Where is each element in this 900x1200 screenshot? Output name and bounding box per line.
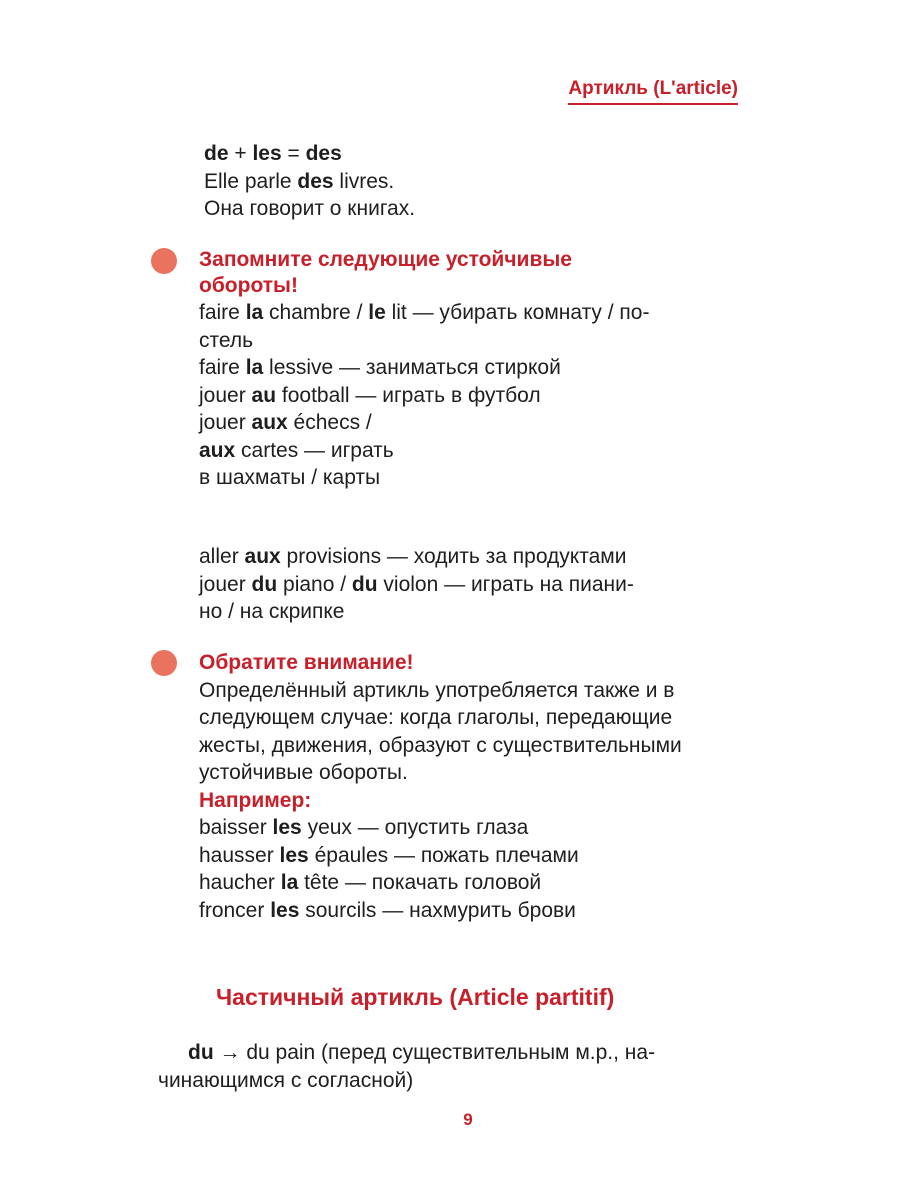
phrase-row: в шахматы / карты xyxy=(199,466,381,489)
text: football — играть в футбол xyxy=(276,383,541,407)
phrase-row xyxy=(199,354,649,382)
text: violon — играть на пиани- xyxy=(377,572,634,596)
example-row xyxy=(199,842,682,870)
partitive-line: чинающимся с согласной) xyxy=(158,1068,414,1092)
article: aux xyxy=(199,438,236,462)
article: les xyxy=(270,898,300,922)
word-de: de xyxy=(204,142,229,165)
text: jouer xyxy=(199,383,252,407)
plus-sign: + xyxy=(228,142,253,165)
text: livres. xyxy=(333,169,395,193)
text: jouer xyxy=(199,411,252,434)
text: hausser xyxy=(199,843,280,867)
word-les: les xyxy=(252,142,282,165)
phrase-row xyxy=(199,437,649,465)
text: cartes — играть xyxy=(235,438,394,462)
article: aux xyxy=(244,545,281,568)
article: au xyxy=(251,383,277,407)
text: jouer xyxy=(199,572,252,596)
article: le xyxy=(368,301,386,324)
attention-text-line: следующем случае: когда глаголы, передающие xyxy=(199,706,673,729)
attention-text-line: жесты, движения, образуют с существительными xyxy=(199,733,682,757)
phrase-row xyxy=(199,382,649,410)
article: du xyxy=(188,1041,214,1064)
partitive-section xyxy=(158,1039,656,1094)
phrase-row xyxy=(199,409,649,437)
text: piano / xyxy=(277,572,352,596)
remember-section xyxy=(199,247,649,492)
text: lit — убирать комнату / по- xyxy=(385,301,650,324)
text: échecs / xyxy=(287,411,372,434)
remember-title-line1: Запомните следующие устойчивые xyxy=(199,248,572,271)
text: baisser xyxy=(199,816,273,839)
text: épaules — пожать плечами xyxy=(308,843,579,867)
text: froncer xyxy=(199,898,271,922)
running-header: Артикль (L'article) xyxy=(568,78,738,105)
remember-section-continued xyxy=(199,543,634,626)
word-des: des xyxy=(305,142,342,165)
article: les xyxy=(272,816,302,839)
phrase-row xyxy=(199,571,634,599)
article: la xyxy=(280,871,299,894)
article: les xyxy=(279,843,309,867)
partitive-line xyxy=(188,1039,655,1067)
text: lessive — заниматься стиркой xyxy=(263,356,561,379)
phrase-row xyxy=(199,543,634,571)
contraction-example xyxy=(204,140,415,223)
text: provisions — ходить за продуктами xyxy=(280,545,627,568)
text: aller xyxy=(199,545,245,568)
text: sourcils — нахмурить брови xyxy=(299,898,576,922)
example-row xyxy=(199,897,682,925)
article: des xyxy=(297,169,334,193)
text: haucher xyxy=(199,871,281,894)
article: la xyxy=(245,301,264,324)
text: faire xyxy=(199,356,246,379)
text: tête — покачать головой xyxy=(298,871,542,894)
text: yeux — опустить глаза xyxy=(301,816,529,839)
example-row xyxy=(199,814,682,842)
equals-sign: = xyxy=(281,142,306,165)
remember-title-line2: обороты! xyxy=(199,274,298,297)
example-row xyxy=(199,869,682,897)
article: aux xyxy=(251,411,288,434)
example-french xyxy=(204,168,415,196)
text: → du pain (перед существительным м.р., на- xyxy=(213,1041,656,1064)
attention-text-line: Определённый артикль употребляется также и в xyxy=(199,678,675,702)
text: Elle parle xyxy=(204,169,298,193)
text: chambre / xyxy=(263,301,369,324)
phrase-row xyxy=(199,299,649,327)
article: la xyxy=(245,356,264,379)
phrase-row: стель xyxy=(199,328,254,352)
attention-section xyxy=(199,649,682,924)
article: du xyxy=(251,572,278,596)
bullet-dot-remember xyxy=(151,248,177,274)
attention-title: Обратите внимание! xyxy=(199,651,414,674)
contraction-formula xyxy=(204,140,415,168)
text: faire xyxy=(199,301,246,324)
attention-text-line: устойчивые обороты. xyxy=(199,761,408,784)
bullet-dot-attention xyxy=(151,650,177,676)
section-heading-partitive: Частичный артикль (Article partitif) xyxy=(216,984,615,1010)
article: du xyxy=(351,572,378,596)
example-label: Например: xyxy=(199,788,312,812)
page-number: 9 xyxy=(463,1110,473,1129)
example-russian: Она говорит о книгах. xyxy=(204,197,416,220)
phrase-row: но / на скрипке xyxy=(199,600,345,623)
